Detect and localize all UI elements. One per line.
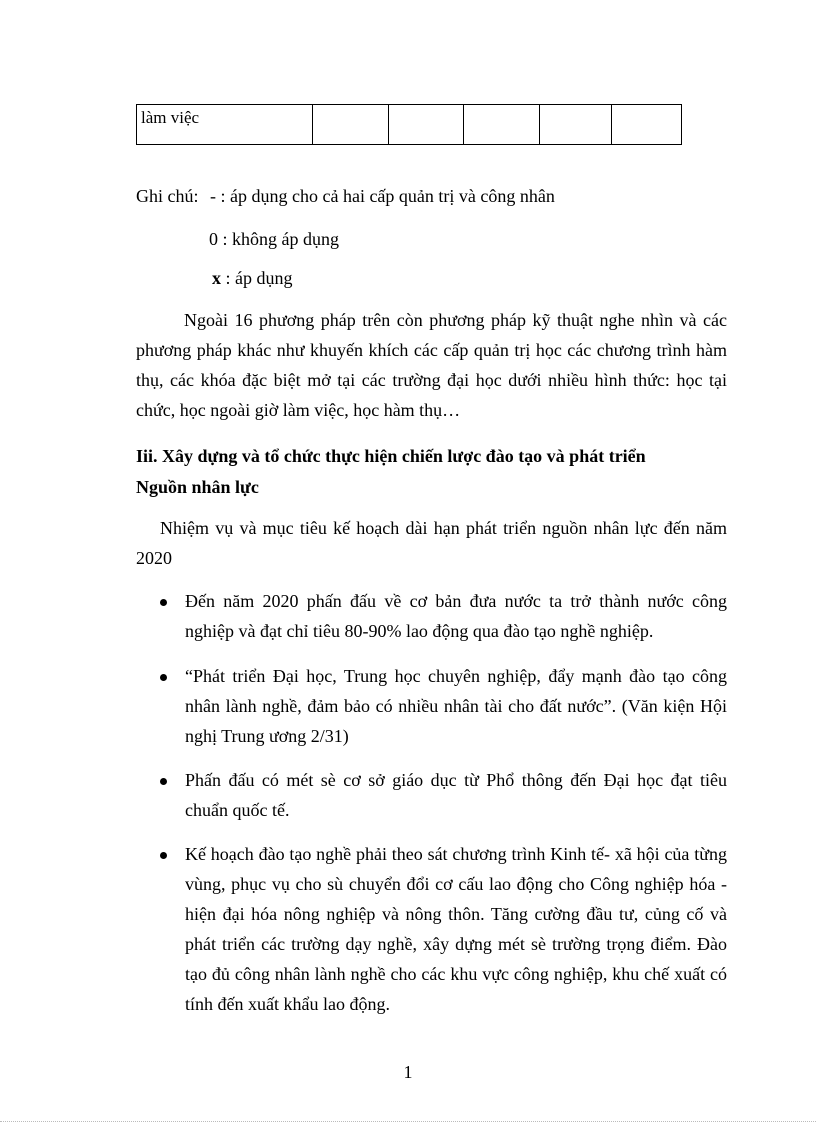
bullet-item: “Phát triển Đại học, Trung học chuyên nghiệp, đẩy mạnh đào tạo công nhân lành nghề, đảm bảo có nhiều nhân tài cho đất nước”. (Văn kiện Hội nghị Trung ương 2/31) [185, 666, 727, 746]
bullet-item: Đến năm 2020 phấn đấu về cơ bản đưa nước ta trở thành nước công nghiệp và đạt chỉ tiêu 80-90% lao động qua đào tạo nghề nghiệp. [185, 591, 727, 641]
bullet-item: Phấn đấu có mét sè cơ sở giáo dục từ Phổ thông đến Đại học đạt tiêu chuẩn quốc tế. [185, 770, 727, 820]
note-zero-symbol: 0 [209, 229, 218, 249]
bullet-item: Kế hoạch đào tạo nghề phải theo sát chương trình Kinh tế- xã hội của từng vùng, phục vụ cho sù chuyển đổi cơ cấu lao động cho Công nghiệp hóa - hiện đại hóa nông nghiệp và nông thôn. Tăng cường đầu tư, củng cố và phát triển các trường dạy nghề, xây dựng mét sè trường trọng điểm. Đào tạo đủ công nhân lành nghề cho các khu vực công nghiệp, khu chế xuất có tính đến xuất khẩu lao động. [185, 844, 727, 1014]
table-cell [313, 105, 389, 145]
bullet-icon [160, 852, 167, 859]
note-dash-line: - : áp dụng cho cả hai cấp quản trị và công nhân [210, 186, 555, 206]
table-cell [612, 105, 682, 145]
notes-label: Ghi chú: [136, 186, 199, 206]
section-heading-line1: Iii. Xây dựng và tổ chức thực hiện chiến lược đào tạo và phát triển [136, 446, 646, 466]
bullet-icon [160, 674, 167, 681]
bullet-icon [160, 599, 167, 606]
table-cell: làm việc [137, 105, 313, 145]
table-row [137, 105, 682, 145]
page-number: 1 [403, 1062, 413, 1082]
table-cell [540, 105, 612, 145]
note-zero-line [209, 229, 339, 250]
method-table [136, 104, 682, 145]
note-x-line [212, 268, 293, 289]
table-cell [389, 105, 464, 145]
note-x-text: : áp dụng [221, 268, 293, 288]
note-x-symbol: x [212, 268, 221, 288]
note-zero-text: : không áp dụng [218, 229, 339, 249]
paragraph-objectives: Nhiệm vụ và mục tiêu kế hoạch dài hạn phát triển nguồn nhân lực đến năm 2020 [136, 518, 727, 568]
page-divider [0, 1121, 816, 1122]
paragraph-methods: Ngoài 16 phương pháp trên còn phương pháp kỹ thuật nghe nhìn và các phương pháp khác như khuyến khích các cấp quản trị học các chương trình hàm thụ, các khóa đặc biệt mở tại các trường đại học dưới nhiều hình thức: học tại chức, học ngoài giờ làm việc, học hàm thụ… [136, 310, 727, 420]
table-cell [464, 105, 540, 145]
section-heading-line2: Nguồn nhân lực [136, 477, 259, 497]
bullet-icon [160, 778, 167, 785]
